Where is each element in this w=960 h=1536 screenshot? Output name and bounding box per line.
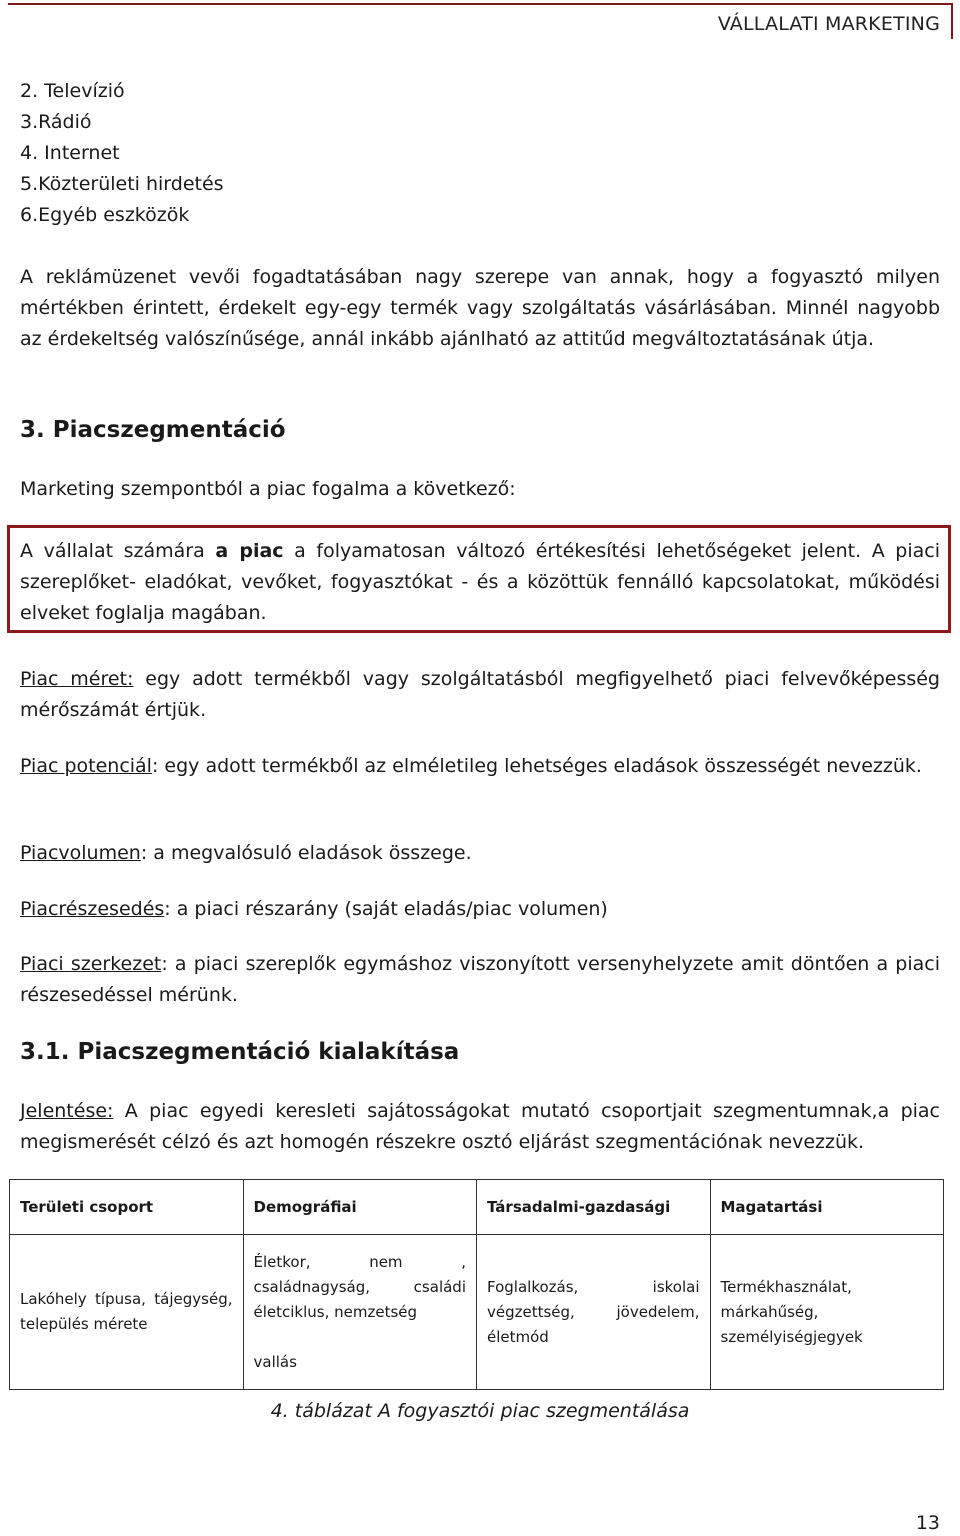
table-cell: Lakóhely típusa, tájegység, település mérete: [10, 1235, 244, 1390]
definition-text: : egy adott termékből az elméletileg lehetséges eladások összességét nevezzük.: [151, 755, 922, 777]
table-header-cell: Demográfiai: [243, 1180, 477, 1235]
table-cell: Termékhasználat, márkahűség, személyiségjegyek: [710, 1235, 944, 1390]
table-cell: Foglalkozás, iskolai végzettség, jövedelem, életmód: [477, 1235, 711, 1390]
definition-piaci-szerkezet: [20, 949, 940, 1011]
section-3-1-heading: 3.1. Piacszegmentáció kialakítása: [20, 1039, 460, 1065]
table-cell-text: Életkor, nem , családnagyság, családi életciklus, nemzetség: [253, 1252, 466, 1321]
section-3-heading: 3. Piacszegmentáció: [20, 417, 286, 443]
table-cell-extra: vallás: [253, 1352, 297, 1371]
definition-text: : a megvalósuló eladások összege.: [140, 842, 472, 864]
header-rule: [8, 3, 953, 5]
definition-term: Piac potenciál: [20, 755, 152, 777]
intro-paragraph: A reklámüzenet vevői fogadtatásában nagy szerepe van annak, hogy a fogyasztó milyen mértékben érintett, érdekelt egy-egy termék vagy szolgáltatás vásárlásában. Minnél nagyobb az érdekeltség valószínűsége, annál inkább ajánlható az attitűd megváltoztatásának útja.: [20, 266, 940, 350]
segmentation-table: [9, 1179, 944, 1390]
table-header-cell: Társadalmi-gazdasági: [477, 1180, 711, 1235]
section-3-lead: Marketing szempontból a piac fogalma a következő:: [20, 478, 516, 500]
definition-term: Piacrészesedés: [20, 898, 165, 920]
list-item: 3.Rádió: [20, 111, 92, 133]
list-item: 2. Televízió: [20, 80, 125, 102]
definition-piac-meret: [20, 664, 940, 726]
box-text-after: a folyamatosan változó értékesítési lehetőségeket jelent. A piaci szereplőket- eladókat, vevőket, fogyasztókat - és a közöttük fennálló kapcsolatokat, működési elveket foglalja magában.: [20, 540, 941, 624]
definition-term: Piaci szerkezet: [20, 953, 162, 975]
table-row: [10, 1235, 944, 1390]
list-item: 4. Internet: [20, 142, 120, 164]
list-item: 5.Közterületi hirdetés: [20, 173, 224, 195]
definition-piac-potencial: [20, 751, 940, 782]
meaning-text: A piac egyedi keresleti sajátosságokat mutató csoportjait szegmentumnak,a piac megismerését célzó és azt homogén részekre osztó eljárást szegmentációnak nevezzük.: [20, 1100, 940, 1153]
segmentation-meaning: [20, 1096, 940, 1158]
table-header-row: [10, 1180, 944, 1235]
page-header: [0, 0, 960, 42]
market-definition-box: [7, 525, 951, 633]
table-caption: 4. táblázat A fogyasztói piac szegmentálása: [270, 1400, 690, 1422]
box-text-bold: a piac: [215, 540, 284, 562]
header-rule-right: [951, 3, 953, 39]
media-list: [20, 76, 224, 231]
definition-text: : a piaci szereplők egymáshoz viszonyított versenyhelyzete amit döntően a piaci részesedéssel mérünk.: [20, 953, 940, 1006]
definition-piacvolumen: [20, 838, 940, 869]
definition-term: Piacvolumen: [20, 842, 141, 864]
table-header-cell: Területi csoport: [10, 1180, 244, 1235]
definition-piacreszesedes: [20, 894, 940, 925]
market-definition-text: [20, 536, 940, 629]
header-title: VÁLLALATI MARKETING: [717, 13, 940, 35]
meaning-term: Jelentése:: [20, 1100, 114, 1122]
definition-term: Piac méret:: [20, 668, 134, 690]
definition-text: egy adott termékből vagy szolgáltatásból megfigyelhető piaci felvevőképesség mérőszámát értjük.: [20, 668, 940, 721]
page-number: 13: [915, 1512, 940, 1534]
definition-text: : a piaci részarány (saját eladás/piac volumen): [164, 898, 608, 920]
list-item: 6.Egyéb eszközök: [20, 204, 190, 226]
box-text-before: A vállalat számára: [20, 540, 216, 562]
table-cell: [243, 1235, 477, 1390]
table-header-cell: Magatartási: [710, 1180, 944, 1235]
